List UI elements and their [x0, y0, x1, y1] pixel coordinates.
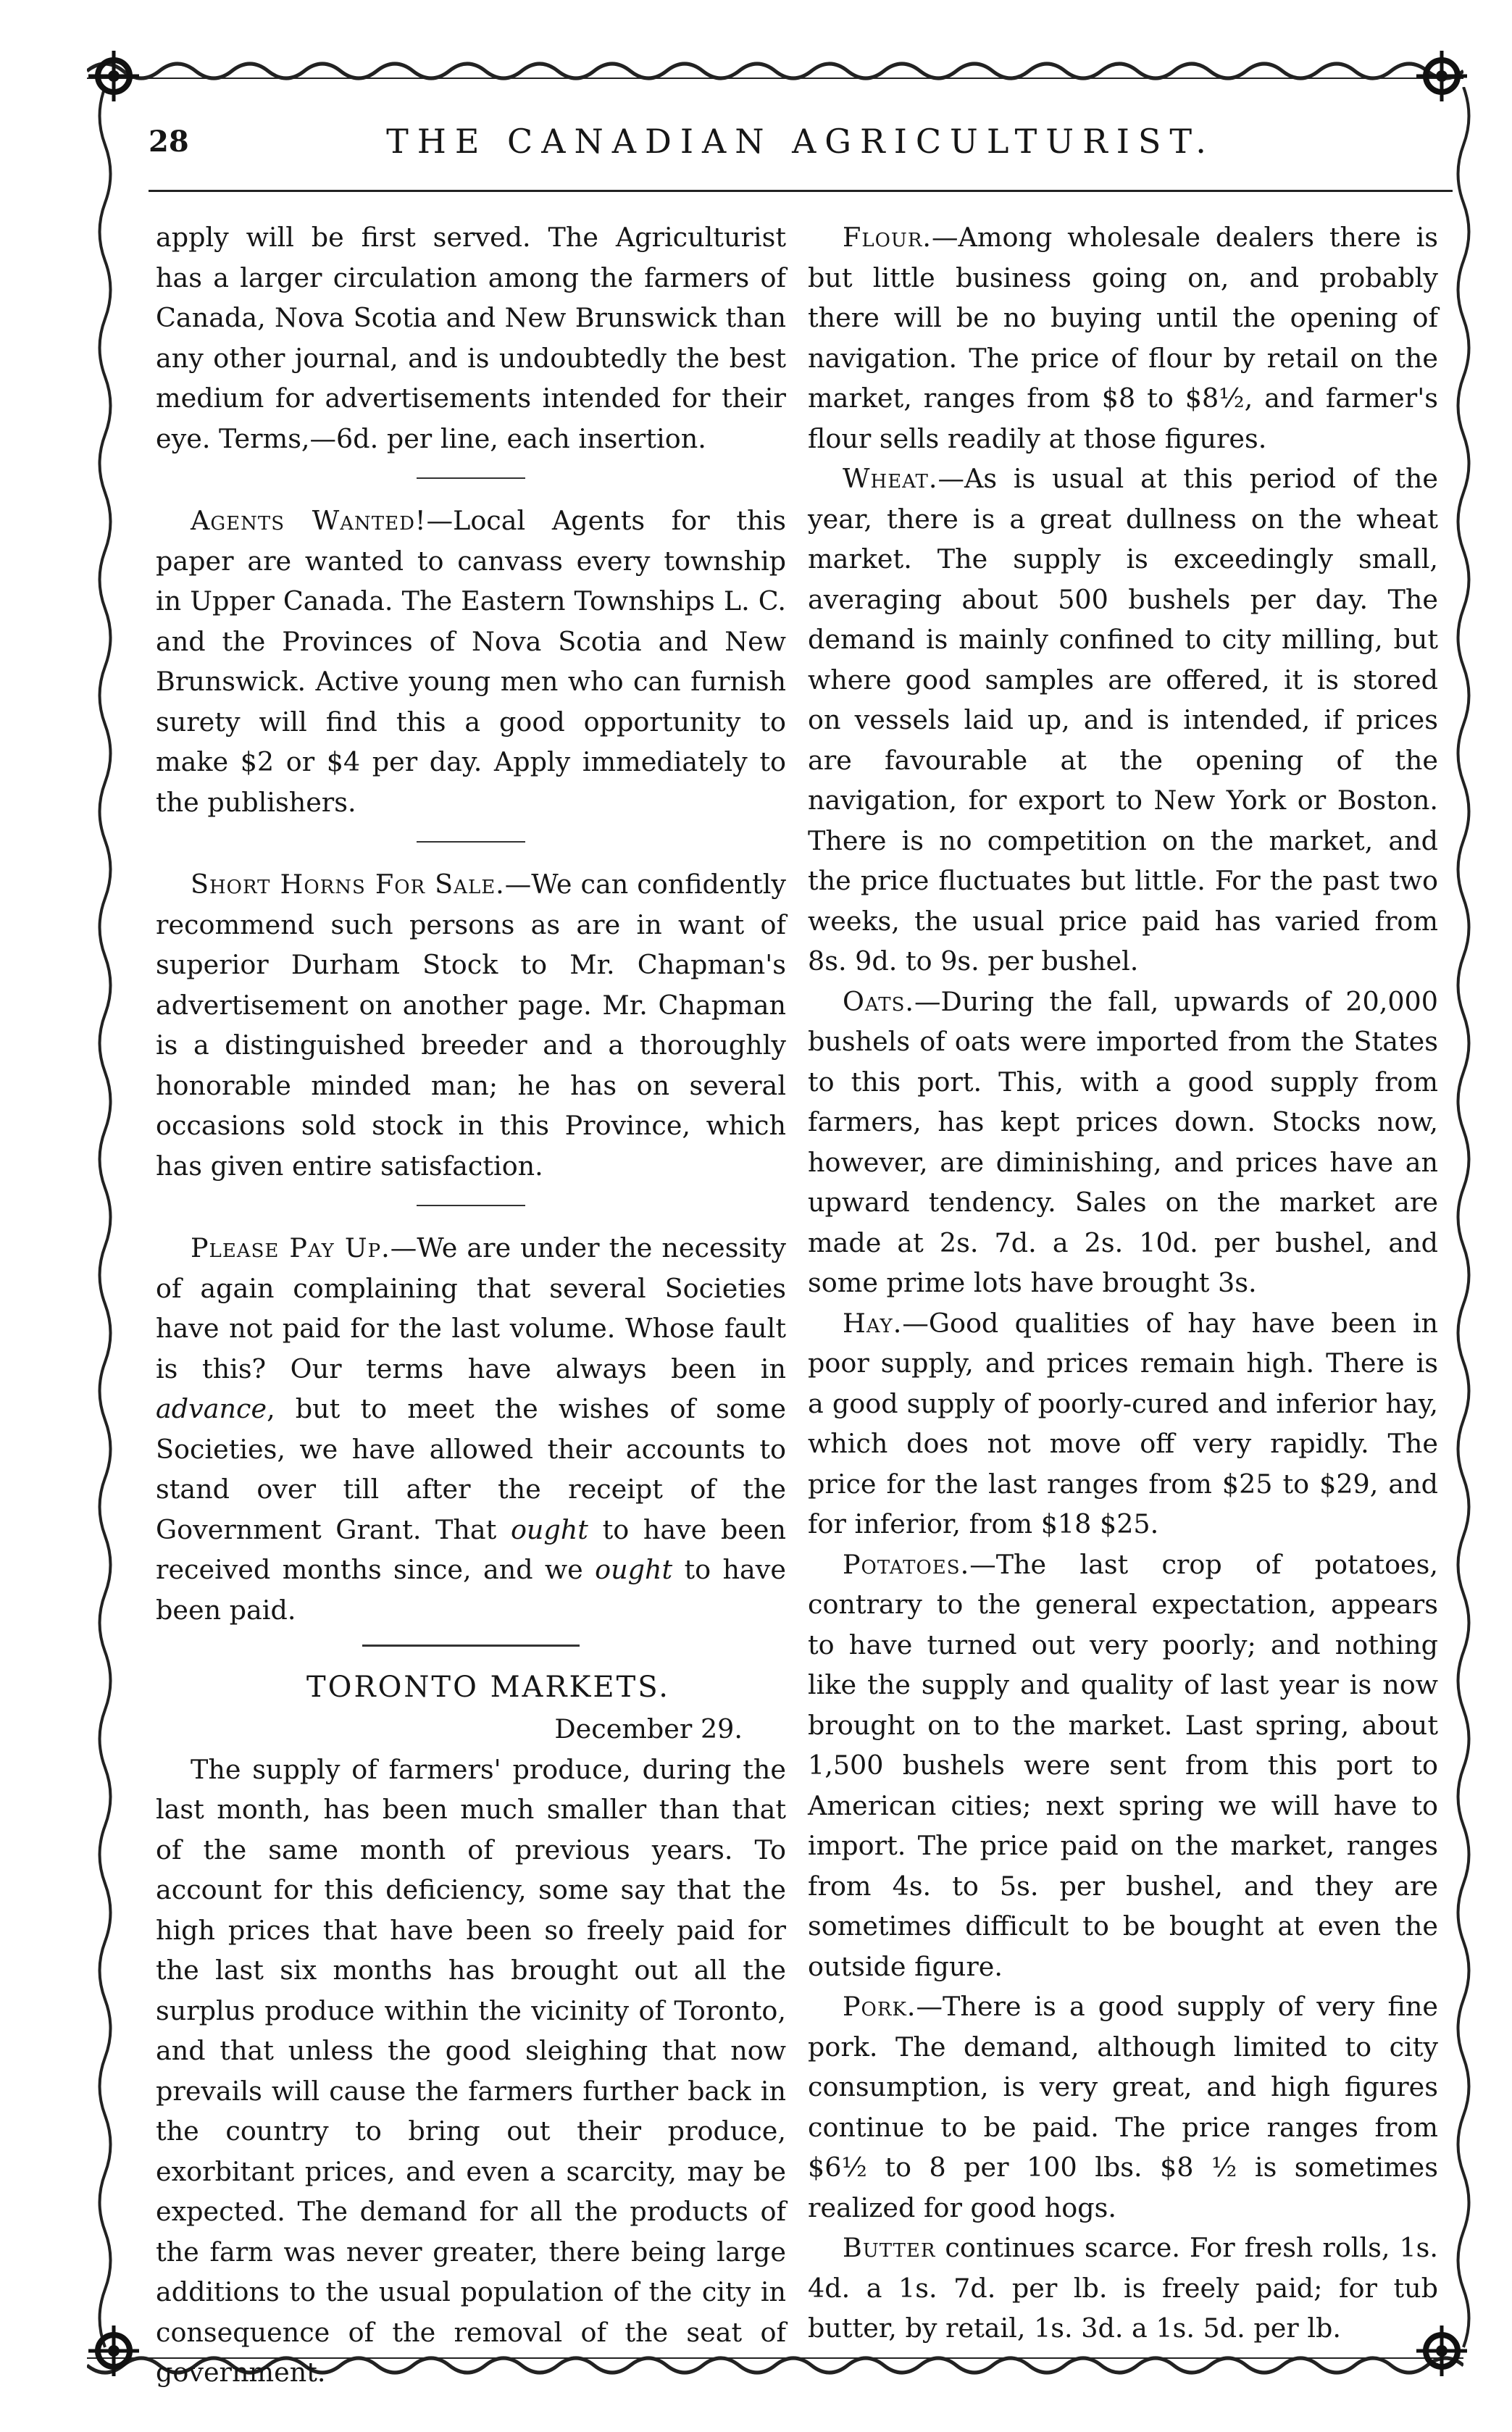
ornamental-border-top [87, 49, 1463, 93]
potatoes-paragraph [808, 1545, 1438, 1987]
short-horns-heading: Short Horns For Sale. [191, 869, 505, 900]
corner-ornament-icon [81, 43, 146, 109]
advertising-paragraph [156, 217, 786, 459]
flour-paragraph [808, 217, 1438, 459]
running-title: THE CANADIAN AGRICULTURIST. [386, 122, 1215, 161]
potatoes-heading: Potatoes. [843, 1548, 970, 1580]
section-separator-rule [362, 1645, 580, 1647]
pay-up-emphasis: ought [595, 1554, 673, 1585]
toronto-markets-heading: TORONTO MARKETS. [306, 1671, 670, 1704]
corner-ornament-icon [81, 2318, 146, 2383]
hay-text: —Good qualities of hay have been in poor supply, and prices remain high. There is a good supply of poorly-cured and inferior hay, which does not move off very rapidly. The price for the last ranges from $25 to $29, and for inferior, from $18 $25. [808, 1307, 1438, 1539]
butter-heading: Butter [843, 2232, 936, 2263]
wheat-text: —As is usual at this period of the year, there is a great dullness on the wheat market. The supply is exceedingly small, averaging about 500 bushels per day. The demand is mainly confined to city milling, but where good samples are offered, it is stored on vessels laid up, and is intended, if prices are favourable at the opening of the navigation, for export to New York or Boston. There is no competition on the market, and the price fluctuates but little. For the past two weeks, the usual price paid has varied from 8s. 9d. to 9s. per bushel. [808, 463, 1438, 977]
wheat-heading: Wheat. [843, 463, 938, 494]
markets-dateline: December 29. [554, 1713, 743, 1744]
advertising-text: apply will be first served. The Agriculturist has a larger circulation among the farmers of Canada, Nova Scotia and New Brunswick than any other journal, and is undoubtedly the best medium for advertisements intended for their eye. Terms,—6d. per line, each insertion. [156, 222, 786, 454]
separator-rule [417, 477, 525, 479]
pay-up-heading: Please Pay Up. [191, 1232, 390, 1263]
page-header [149, 117, 1453, 175]
oats-heading: Oats. [843, 985, 915, 1017]
right-column [808, 217, 1438, 2349]
pay-up-text: , but to meet the wishes of some Societies, we have allowed their accounts to stand over till after the receipt of the Government Grant. That [156, 1393, 786, 1545]
separator-rule [417, 841, 525, 843]
pay-up-emphasis: ought [510, 1513, 588, 1545]
pork-heading: Pork. [843, 1991, 916, 2022]
pork-paragraph [808, 1986, 1438, 2228]
left-column [156, 217, 786, 2393]
ornamental-border-left [87, 87, 123, 2354]
flour-text: —Among wholesale dealers there is but little business going on, and probably there will be no buying until the opening of navigation. The price of flour by retail on the market, ranges from $8 to $8½, and farmer's flour sells readily at those figures. [808, 222, 1438, 454]
oats-text: —During the fall, upwards of 20,000 bushels of oats were imported from the States to this port. This, with a good supply from farmers, has kept prices down. Stocks now, however, are diminishing, and prices have an upward tendency. Sales on the market are made at 2s. 7d. a 2s. 10d. per bushel, and some prime lots have brought 3s. [808, 985, 1438, 1298]
agents-wanted-paragraph [156, 501, 786, 822]
butter-text: continues scarce. For fresh rolls, 1s. 4d. a 1s. 7d. per lb. is freely paid; for tub butter, by retail, 1s. 3d. a 1s. 5d. per lb. [808, 2232, 1438, 2344]
short-horns-text: —We can confidently recommend such persons as are in want of superior Durham Stock to Mr. Chapman's advertisement on another page. Mr. Chapman is a distinguished breeder and a thoroughly honorable minded man; he has on several occasions sold stock in this Province, which has given entire satisfaction. [156, 869, 786, 1182]
pay-up-paragraph [156, 1228, 786, 1630]
hay-heading: Hay. [843, 1307, 903, 1339]
page-number: 28 [149, 125, 189, 159]
wheat-paragraph [808, 459, 1438, 982]
short-horns-paragraph [156, 864, 786, 1186]
pork-text: —There is a good supply of very fine pork. The demand, although limited to city consumption, is very great, and high figures continue to be paid. The price ranges from $6½ to 8 per 100 lbs. $8 ½ is sometimes realized for good hogs. [808, 1991, 1438, 2223]
corner-ornament-icon [1409, 43, 1474, 109]
potatoes-text: —The last crop of potatoes, contrary to the general expectation, appears to have turned out very poorly; and nothing like the supply and quality of last year is now brought on to the market. Last spring, about 1,500 bushels were sent from this port to American cities; next spring we will have to import. The price paid on the market, ranges from 4s. to 5s. per bushel, and they are sometimes difficult to be bought at even the outside figure. [808, 1548, 1438, 1982]
markets-intro-text: The supply of farmers' produce, during the last month, has been much smaller than that of the same month of previous years. To account for this deficiency, some say that the high prices that have been so freely paid for the last six months has brought out all the surplus produce within the vicinity of Toronto, and that unless the good sleighing that now prevails will cause the farmers further back in the country to bring out their produce, exorbitant prices, and even a scarcity, may be expected. The demand for all the products of the farm was never greater, there being large additions to the usual population of the city in consequence of the removal of the seat of government. [156, 1753, 786, 2388]
separator-rule [417, 1205, 525, 1206]
pay-up-text: —We are under the necessity of again complaining that several Societies have not paid for the last volume. Whose fault is this? Our terms have always been in [156, 1232, 786, 1384]
butter-paragraph [808, 2228, 1438, 2349]
agents-wanted-heading: Agents Wanted! [191, 505, 427, 536]
flour-heading: Flour. [843, 222, 932, 253]
pay-up-emphasis: advance [156, 1393, 267, 1424]
markets-intro-paragraph [156, 1750, 786, 2393]
pay-up-text: to have been received months since, and we [156, 1513, 786, 1585]
agents-wanted-text: —Local Agents for this paper are wanted to canvass every township in Upper Canada. The Eastern Townships L. C. and the Provinces of Nova Scotia and New Brunswick. Active young men who can furnish surety will find this a good opportunity to make $2 or $4 per day. Apply immediately to the publishers. [156, 505, 787, 818]
header-rule [149, 190, 1453, 192]
oats-paragraph [808, 982, 1438, 1303]
ornamental-border-right [1445, 87, 1482, 2354]
pay-up-text: to have been paid. [156, 1554, 786, 1626]
hay-paragraph [808, 1303, 1438, 1545]
